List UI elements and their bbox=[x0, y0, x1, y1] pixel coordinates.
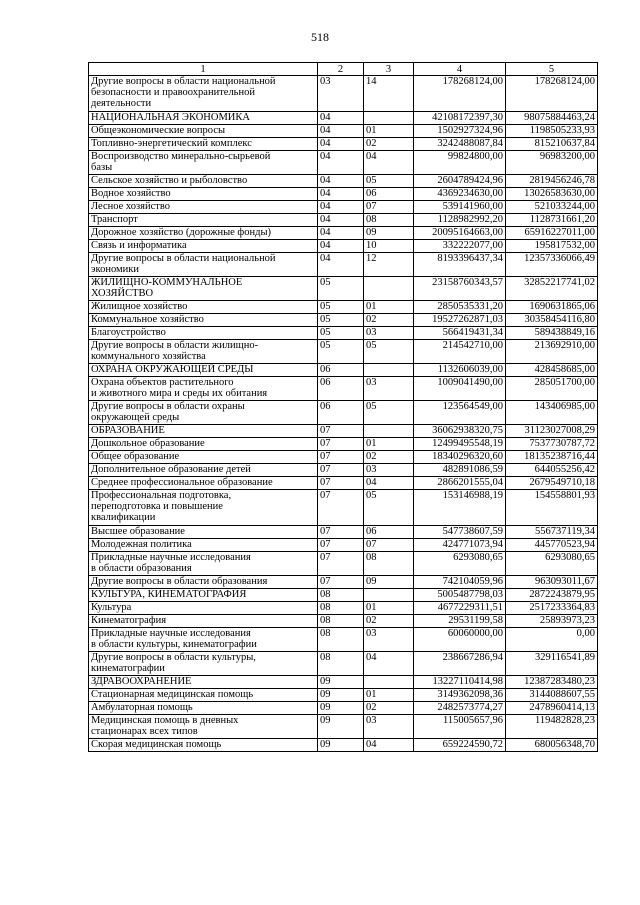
row-section-code-cell: 04 bbox=[318, 188, 364, 201]
row-amount-2-cell: 1690631865,06 bbox=[506, 301, 598, 314]
row-section-code-cell: 08 bbox=[318, 628, 364, 652]
row-name-cell: Охрана объектов растительного и животного мира и среды их обитания bbox=[89, 377, 318, 401]
table-row bbox=[89, 327, 598, 340]
row-amount-2-cell: 556737119,34 bbox=[506, 526, 598, 539]
row-subsection-code-cell bbox=[364, 589, 414, 602]
row-section-code-cell: 07 bbox=[318, 451, 364, 464]
row-section-code-cell: 04 bbox=[318, 112, 364, 125]
row-subsection-code-cell: 03 bbox=[364, 327, 414, 340]
row-amount-2-cell: 2679549710,18 bbox=[506, 477, 598, 490]
row-subsection-code-cell: 03 bbox=[364, 715, 414, 739]
table-row bbox=[89, 477, 598, 490]
row-amount-2-cell: 119482828,23 bbox=[506, 715, 598, 739]
row-name-cell: Другие вопросы в области образования bbox=[89, 576, 318, 589]
row-amount-1-cell: 36062938320,75 bbox=[414, 425, 506, 438]
row-name-cell: Другие вопросы в области национальной экономики bbox=[89, 253, 318, 277]
row-amount-2-cell: 2872243879,95 bbox=[506, 589, 598, 602]
row-amount-1-cell: 115005657,96 bbox=[414, 715, 506, 739]
row-subsection-code-cell: 01 bbox=[364, 602, 414, 615]
row-amount-1-cell: 42108172397,30 bbox=[414, 112, 506, 125]
row-name-cell: Лесное хозяйство bbox=[89, 201, 318, 214]
row-name-cell: Профессиональная подготовка, переподготовка и повышение квалификации bbox=[89, 490, 318, 526]
table-row bbox=[89, 301, 598, 314]
row-amount-1-cell: 2482573774,27 bbox=[414, 702, 506, 715]
row-amount-2-cell: 2478960414,13 bbox=[506, 702, 598, 715]
row-section-code-cell: 07 bbox=[318, 425, 364, 438]
row-name-cell: Коммунальное хозяйство bbox=[89, 314, 318, 327]
row-amount-1-cell: 214542710,00 bbox=[414, 340, 506, 364]
row-name-cell: Другие вопросы в области культуры, кинематографии bbox=[89, 652, 318, 676]
table-row bbox=[89, 552, 598, 576]
row-name-cell: Высшее образование bbox=[89, 526, 318, 539]
table-row bbox=[89, 340, 598, 364]
row-section-code-cell: 05 bbox=[318, 327, 364, 340]
row-section-code-cell: 06 bbox=[318, 377, 364, 401]
row-subsection-code-cell bbox=[364, 364, 414, 377]
row-name-cell: Другие вопросы в области национальной безопасности и правоохранительной деятельности bbox=[89, 76, 318, 112]
table-row bbox=[89, 175, 598, 188]
row-subsection-code-cell: 12 bbox=[364, 253, 414, 277]
row-amount-2-cell: 589438849,16 bbox=[506, 327, 598, 340]
table-row bbox=[89, 253, 598, 277]
row-name-cell: ОХРАНА ОКРУЖАЮЩЕЙ СРЕДЫ bbox=[89, 364, 318, 377]
row-amount-1-cell: 60060000,00 bbox=[414, 628, 506, 652]
row-name-cell: Сельское хозяйство и рыболовство bbox=[89, 175, 318, 188]
row-section-code-cell: 09 bbox=[318, 689, 364, 702]
row-subsection-code-cell: 04 bbox=[364, 151, 414, 175]
row-name-cell: Среднее профессиональное образование bbox=[89, 477, 318, 490]
row-amount-2-cell: 13026583630,00 bbox=[506, 188, 598, 201]
row-name-cell: Другие вопросы в области жилищно- коммунального хозяйства bbox=[89, 340, 318, 364]
row-section-code-cell: 07 bbox=[318, 477, 364, 490]
row-amount-2-cell: 32852217741,02 bbox=[506, 277, 598, 301]
row-section-code-cell: 05 bbox=[318, 314, 364, 327]
row-section-code-cell: 04 bbox=[318, 175, 364, 188]
row-name-cell: Транспорт bbox=[89, 214, 318, 227]
row-amount-1-cell: 659224590,72 bbox=[414, 739, 506, 752]
table-row bbox=[89, 76, 598, 112]
row-amount-2-cell: 0,00 bbox=[506, 628, 598, 652]
row-amount-1-cell: 1009041490,00 bbox=[414, 377, 506, 401]
row-section-code-cell: 08 bbox=[318, 602, 364, 615]
row-name-cell: ОБРАЗОВАНИЕ bbox=[89, 425, 318, 438]
header-col-2: 2 bbox=[318, 63, 364, 76]
table-row bbox=[89, 151, 598, 175]
row-section-code-cell: 09 bbox=[318, 715, 364, 739]
row-amount-1-cell: 178268124,00 bbox=[414, 76, 506, 112]
table-row bbox=[89, 425, 598, 438]
row-name-cell: Другие вопросы в области охраны окружающей среды bbox=[89, 401, 318, 425]
table-row bbox=[89, 377, 598, 401]
row-name-cell: Дорожное хозяйство (дорожные фонды) bbox=[89, 227, 318, 240]
row-section-code-cell: 04 bbox=[318, 214, 364, 227]
row-amount-2-cell: 6293080,65 bbox=[506, 552, 598, 576]
row-amount-2-cell: 1198505233,93 bbox=[506, 125, 598, 138]
table-row bbox=[89, 401, 598, 425]
row-amount-1-cell: 566419431,34 bbox=[414, 327, 506, 340]
row-subsection-code-cell: 04 bbox=[364, 739, 414, 752]
row-subsection-code-cell: 01 bbox=[364, 438, 414, 451]
row-subsection-code-cell: 05 bbox=[364, 401, 414, 425]
row-section-code-cell: 09 bbox=[318, 739, 364, 752]
row-section-code-cell: 06 bbox=[318, 401, 364, 425]
row-section-code-cell: 08 bbox=[318, 615, 364, 628]
budget-table bbox=[88, 62, 598, 752]
row-section-code-cell: 07 bbox=[318, 526, 364, 539]
table-row bbox=[89, 652, 598, 676]
row-subsection-code-cell bbox=[364, 277, 414, 301]
row-subsection-code-cell: 04 bbox=[364, 652, 414, 676]
row-amount-1-cell: 1502927324,96 bbox=[414, 125, 506, 138]
row-name-cell: Стационарная медицинская помощь bbox=[89, 689, 318, 702]
row-amount-1-cell: 4369234630,00 bbox=[414, 188, 506, 201]
table-row bbox=[89, 576, 598, 589]
row-amount-1-cell: 13227110414,98 bbox=[414, 676, 506, 689]
row-amount-1-cell: 23158760343,57 bbox=[414, 277, 506, 301]
row-section-code-cell: 09 bbox=[318, 702, 364, 715]
row-name-cell: Общее образование bbox=[89, 451, 318, 464]
row-section-code-cell: 07 bbox=[318, 539, 364, 552]
row-amount-1-cell: 424771073,94 bbox=[414, 539, 506, 552]
table-row bbox=[89, 628, 598, 652]
row-amount-2-cell: 1128731661,20 bbox=[506, 214, 598, 227]
row-name-cell: Благоустройство bbox=[89, 327, 318, 340]
table-row bbox=[89, 201, 598, 214]
row-amount-1-cell: 18340296320,60 bbox=[414, 451, 506, 464]
table-row bbox=[89, 227, 598, 240]
row-section-code-cell: 07 bbox=[318, 464, 364, 477]
table-row bbox=[89, 364, 598, 377]
row-amount-1-cell: 5005487798,03 bbox=[414, 589, 506, 602]
row-amount-1-cell: 29531199,58 bbox=[414, 615, 506, 628]
row-subsection-code-cell: 05 bbox=[364, 340, 414, 364]
row-subsection-code-cell: 08 bbox=[364, 552, 414, 576]
row-amount-1-cell: 2850535331,20 bbox=[414, 301, 506, 314]
table-row bbox=[89, 702, 598, 715]
table-row bbox=[89, 602, 598, 615]
row-amount-2-cell: 285051700,00 bbox=[506, 377, 598, 401]
table-row bbox=[89, 112, 598, 125]
row-subsection-code-cell: 07 bbox=[364, 539, 414, 552]
row-amount-1-cell: 742104059,96 bbox=[414, 576, 506, 589]
row-name-cell: Дошкольное образование bbox=[89, 438, 318, 451]
row-name-cell: Скорая медицинская помощь bbox=[89, 739, 318, 752]
row-amount-1-cell: 332222077,00 bbox=[414, 240, 506, 253]
row-section-code-cell: 03 bbox=[318, 76, 364, 112]
page-number: 518 bbox=[311, 30, 329, 44]
row-subsection-code-cell: 02 bbox=[364, 702, 414, 715]
row-subsection-code-cell: 06 bbox=[364, 188, 414, 201]
row-section-code-cell: 07 bbox=[318, 576, 364, 589]
row-section-code-cell: 04 bbox=[318, 240, 364, 253]
header-col-4: 4 bbox=[414, 63, 506, 76]
row-subsection-code-cell: 14 bbox=[364, 76, 414, 112]
row-name-cell: КУЛЬТУРА, КИНЕМАТОГРАФИЯ bbox=[89, 589, 318, 602]
table-row bbox=[89, 739, 598, 752]
table-row bbox=[89, 689, 598, 702]
table-row bbox=[89, 526, 598, 539]
row-name-cell: Дополнительное образование детей bbox=[89, 464, 318, 477]
row-section-code-cell: 05 bbox=[318, 340, 364, 364]
row-amount-2-cell: 329116541,89 bbox=[506, 652, 598, 676]
row-amount-2-cell: 31123027008,29 bbox=[506, 425, 598, 438]
row-name-cell: Воспроизводство минерально-сырьевой базы bbox=[89, 151, 318, 175]
row-name-cell: ЖИЛИЩНО-КОММУНАЛЬНОЕ ХОЗЯЙСТВО bbox=[89, 277, 318, 301]
row-amount-1-cell: 20095164663,00 bbox=[414, 227, 506, 240]
row-name-cell: Медицинская помощь в дневных стационарах всех типов bbox=[89, 715, 318, 739]
row-name-cell: ЗДРАВООХРАНЕНИЕ bbox=[89, 676, 318, 689]
row-subsection-code-cell: 07 bbox=[364, 201, 414, 214]
row-subsection-code-cell: 04 bbox=[364, 477, 414, 490]
row-name-cell: Кинематография bbox=[89, 615, 318, 628]
row-section-code-cell: 04 bbox=[318, 227, 364, 240]
row-amount-1-cell: 3242488087,84 bbox=[414, 138, 506, 151]
row-name-cell: Молодежная политика bbox=[89, 539, 318, 552]
table-row bbox=[89, 240, 598, 253]
row-section-code-cell: 08 bbox=[318, 652, 364, 676]
table-row bbox=[89, 125, 598, 138]
table-header-row bbox=[89, 63, 598, 76]
row-amount-2-cell: 213692910,00 bbox=[506, 340, 598, 364]
row-section-code-cell: 04 bbox=[318, 138, 364, 151]
row-amount-1-cell: 8193396437,34 bbox=[414, 253, 506, 277]
row-section-code-cell: 06 bbox=[318, 364, 364, 377]
row-amount-1-cell: 1128982992,20 bbox=[414, 214, 506, 227]
table-row bbox=[89, 314, 598, 327]
table-row bbox=[89, 676, 598, 689]
row-amount-2-cell: 680056348,70 bbox=[506, 739, 598, 752]
row-amount-2-cell: 96983200,00 bbox=[506, 151, 598, 175]
row-name-cell: Культура bbox=[89, 602, 318, 615]
row-section-code-cell: 04 bbox=[318, 253, 364, 277]
row-subsection-code-cell: 10 bbox=[364, 240, 414, 253]
row-amount-2-cell: 428458685,00 bbox=[506, 364, 598, 377]
row-subsection-code-cell bbox=[364, 112, 414, 125]
row-subsection-code-cell: 02 bbox=[364, 615, 414, 628]
row-amount-2-cell: 815210637,84 bbox=[506, 138, 598, 151]
table-row bbox=[89, 715, 598, 739]
row-amount-1-cell: 4677229311,51 bbox=[414, 602, 506, 615]
row-amount-1-cell: 547738607,59 bbox=[414, 526, 506, 539]
row-amount-2-cell: 18135238716,44 bbox=[506, 451, 598, 464]
row-subsection-code-cell: 03 bbox=[364, 628, 414, 652]
row-section-code-cell: 08 bbox=[318, 589, 364, 602]
row-subsection-code-cell: 02 bbox=[364, 314, 414, 327]
table-row bbox=[89, 451, 598, 464]
table-row bbox=[89, 539, 598, 552]
table-row bbox=[89, 615, 598, 628]
row-subsection-code-cell: 09 bbox=[364, 227, 414, 240]
row-subsection-code-cell: 01 bbox=[364, 125, 414, 138]
row-subsection-code-cell: 08 bbox=[364, 214, 414, 227]
row-amount-1-cell: 99824800,00 bbox=[414, 151, 506, 175]
row-amount-2-cell: 154558801,93 bbox=[506, 490, 598, 526]
row-amount-2-cell: 963093011,67 bbox=[506, 576, 598, 589]
row-subsection-code-cell: 09 bbox=[364, 576, 414, 589]
row-section-code-cell: 09 bbox=[318, 676, 364, 689]
table-row bbox=[89, 277, 598, 301]
row-subsection-code-cell: 01 bbox=[364, 301, 414, 314]
row-subsection-code-cell: 03 bbox=[364, 464, 414, 477]
table-row bbox=[89, 589, 598, 602]
row-name-cell: НАЦИОНАЛЬНАЯ ЭКОНОМИКА bbox=[89, 112, 318, 125]
row-amount-2-cell: 521033244,00 bbox=[506, 201, 598, 214]
row-name-cell: Амбулаторная помощь bbox=[89, 702, 318, 715]
row-section-code-cell: 07 bbox=[318, 438, 364, 451]
row-amount-2-cell: 3144088607,55 bbox=[506, 689, 598, 702]
row-amount-1-cell: 3149362098,36 bbox=[414, 689, 506, 702]
row-amount-1-cell: 482891086,59 bbox=[414, 464, 506, 477]
table-row bbox=[89, 138, 598, 151]
row-section-code-cell: 04 bbox=[318, 151, 364, 175]
table-body bbox=[89, 76, 598, 752]
row-name-cell: Прикладные научные исследования в области образования bbox=[89, 552, 318, 576]
row-amount-1-cell: 238667286,94 bbox=[414, 652, 506, 676]
row-amount-2-cell: 644055256,42 bbox=[506, 464, 598, 477]
row-section-code-cell: 05 bbox=[318, 301, 364, 314]
row-name-cell: Водное хозяйство bbox=[89, 188, 318, 201]
row-amount-2-cell: 12357336066,49 bbox=[506, 253, 598, 277]
row-amount-2-cell: 178268124,00 bbox=[506, 76, 598, 112]
row-amount-2-cell: 195817532,00 bbox=[506, 240, 598, 253]
row-section-code-cell: 04 bbox=[318, 125, 364, 138]
header-col-3: 3 bbox=[364, 63, 414, 76]
row-subsection-code-cell: 02 bbox=[364, 138, 414, 151]
row-section-code-cell: 05 bbox=[318, 277, 364, 301]
table-row bbox=[89, 214, 598, 227]
row-amount-1-cell: 123564549,00 bbox=[414, 401, 506, 425]
row-subsection-code-cell: 03 bbox=[364, 377, 414, 401]
row-amount-1-cell: 1132606039,00 bbox=[414, 364, 506, 377]
row-subsection-code-cell: 01 bbox=[364, 689, 414, 702]
row-amount-2-cell: 65916227011,00 bbox=[506, 227, 598, 240]
row-section-code-cell: 04 bbox=[318, 201, 364, 214]
row-amount-1-cell: 12499495548,19 bbox=[414, 438, 506, 451]
row-subsection-code-cell: 05 bbox=[364, 175, 414, 188]
table-row bbox=[89, 490, 598, 526]
row-amount-2-cell: 2819456246,78 bbox=[506, 175, 598, 188]
row-section-code-cell: 07 bbox=[318, 490, 364, 526]
table-row bbox=[89, 188, 598, 201]
row-subsection-code-cell bbox=[364, 676, 414, 689]
row-amount-1-cell: 2604789424,96 bbox=[414, 175, 506, 188]
row-amount-2-cell: 445770523,94 bbox=[506, 539, 598, 552]
row-amount-2-cell: 2517233364,83 bbox=[506, 602, 598, 615]
row-amount-2-cell: 12387283480,23 bbox=[506, 676, 598, 689]
row-name-cell: Топливно-энергетический комплекс bbox=[89, 138, 318, 151]
header-col-1: 1 bbox=[89, 63, 318, 76]
row-name-cell: Жилищное хозяйство bbox=[89, 301, 318, 314]
row-amount-1-cell: 539141960,00 bbox=[414, 201, 506, 214]
row-name-cell: Общеэкономические вопросы bbox=[89, 125, 318, 138]
row-amount-1-cell: 153146988,19 bbox=[414, 490, 506, 526]
row-amount-2-cell: 143406985,00 bbox=[506, 401, 598, 425]
row-amount-2-cell: 30358454116,80 bbox=[506, 314, 598, 327]
row-amount-2-cell: 98075884463,24 bbox=[506, 112, 598, 125]
row-subsection-code-cell: 06 bbox=[364, 526, 414, 539]
row-amount-2-cell: 25893973,23 bbox=[506, 615, 598, 628]
table-row bbox=[89, 464, 598, 477]
row-amount-1-cell: 2866201555,04 bbox=[414, 477, 506, 490]
row-name-cell: Прикладные научные исследования в области культуры, кинематографии bbox=[89, 628, 318, 652]
table-row bbox=[89, 438, 598, 451]
row-amount-1-cell: 6293080,65 bbox=[414, 552, 506, 576]
row-subsection-code-cell bbox=[364, 425, 414, 438]
row-amount-1-cell: 19527262871,03 bbox=[414, 314, 506, 327]
row-subsection-code-cell: 02 bbox=[364, 451, 414, 464]
header-col-5: 5 bbox=[506, 63, 598, 76]
row-subsection-code-cell: 05 bbox=[364, 490, 414, 526]
row-amount-2-cell: 7537730787,72 bbox=[506, 438, 598, 451]
row-section-code-cell: 07 bbox=[318, 552, 364, 576]
row-name-cell: Связь и информатика bbox=[89, 240, 318, 253]
